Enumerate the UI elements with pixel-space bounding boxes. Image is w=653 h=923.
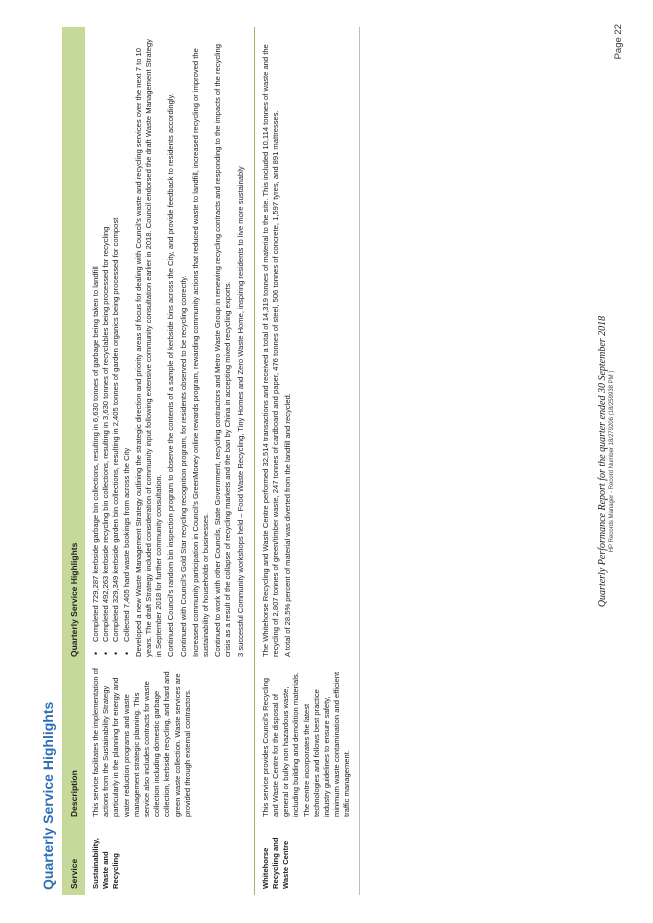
highlight-paragraph: Increased community participation in Council's GreenMoney online rewards program, rewarding community actions that reduced waste to landfill, increased recycling or improved the sustainability of households or businesses. [190,48,211,657]
list-item: • Completed 492,263 kerbside recycling bin collections, resulting in 3,630 tonnes of recyclables being processed for recycling [101,32,111,642]
footer-record-number: HP Records Manager - Record Number 18/279206 (18/259938 PM ) [609,370,615,553]
page-footer [597,0,615,923]
header-service: Service [62,823,85,895]
service-name: Whitehorse Recycling and Waste Centre [254,823,359,895]
highlight-paragraph: Developed a new Waste Management Strategy outlining the strategic direction and priority areas of focus for dealing with Council's waste and recycling services over the next 7 to 10 years. The draft Strategy included consideration of community input following extensive community consultation earlier in 2018. Council endorsed the draft Waste Management Strategy in September 2018 for further community consultation. [133,39,164,657]
list-item: • Completed 329,349 kerbside garden bin collections, resulting in 2,405 tonnes of garden organics being processed for compost [111,32,121,642]
page-heading: Quarterly Service Highlights [40,701,56,890]
highlight-paragraph: The Whitehorse Recycling and Waste Centre performed 32,514 transactions and received a total of 14,319 tonnes of material to the site. This included 10,114 tonnes of waste and the recycling of 2,807 tonnes of green/timber waste, 247 tonnes of cardboard and paper, 476 tonnes of steel, 506 tonnes of concrete, 1,597 tyres, and 891 mattresses. [260,44,281,657]
footer-title: Quarterly Performance Report for the quarter ended 30 September 2018 [597,315,608,608]
header-highlights: Quarterly Service Highlights [62,27,85,663]
service-highlights [85,27,254,663]
service-description: This service facilitates the implementation of actions from the Sustainability Strategy particularly in the planning for energy and water reduction programs and waste management strategic planning. This service also includes contracts for waste collection including domestic garbage collection, kerbside recycling, and hard and green waste collection. Waste services are provided through external contractors. [85,663,254,823]
highlights-table [62,27,360,895]
table-row-recycling-centre [254,27,359,895]
list-item: • Completed 729,287 kerbside garbage bin collections, resulting in 6,630 tonnes of garbage being taken to landfill [91,32,101,642]
table-header-row [62,27,85,895]
service-description: This service provides Council's Recycling and Waste Centre for the disposal of general or bulky non hazardous waste, including building and demolition materials. The centre incorporates the latest technologies and follows best practice industry guidelines to ensure safety, minimum waste contamination and efficient traffic management. [254,663,359,823]
highlight-bullets [91,32,132,657]
page-number: Page 22 [613,24,624,60]
highlight-paragraph: Continued to work with other Councils, State Government, recycling contractors and Metro Waste Group in renewing recycling contracts and responding to the impacts of the recycling crisis as a result of the collapse of recycling markets and the ban by China in accepting mixed recycling exports. [213,44,233,657]
service-name: Sustainability, Waste and Recycling [85,823,254,895]
highlight-paragraph: A total of 28.5% percent of material was diverted from the landfill and recycled. [283,393,293,657]
list-item: • Collected 7,405 hard waste bookings from across the City [122,32,132,642]
header-description: Description [62,663,85,823]
service-highlights [254,27,359,663]
highlight-paragraph: Continued Council's random bin inspection program to observe the contents of a sample of kerbside bins across the City, and provide feedback to residents accordingly. [166,93,176,657]
highlight-paragraph: Continued with Council's Gold Star recycling recognition program, for residents observed to be recycling correctly. [178,275,188,657]
table-row-sustainability [85,27,254,895]
highlight-paragraph: 3 successful Community workshops held – Food Waste Recycling, Tiny Homes and Zero Waste Home, inspiring residents to live more sustainably [235,166,245,657]
